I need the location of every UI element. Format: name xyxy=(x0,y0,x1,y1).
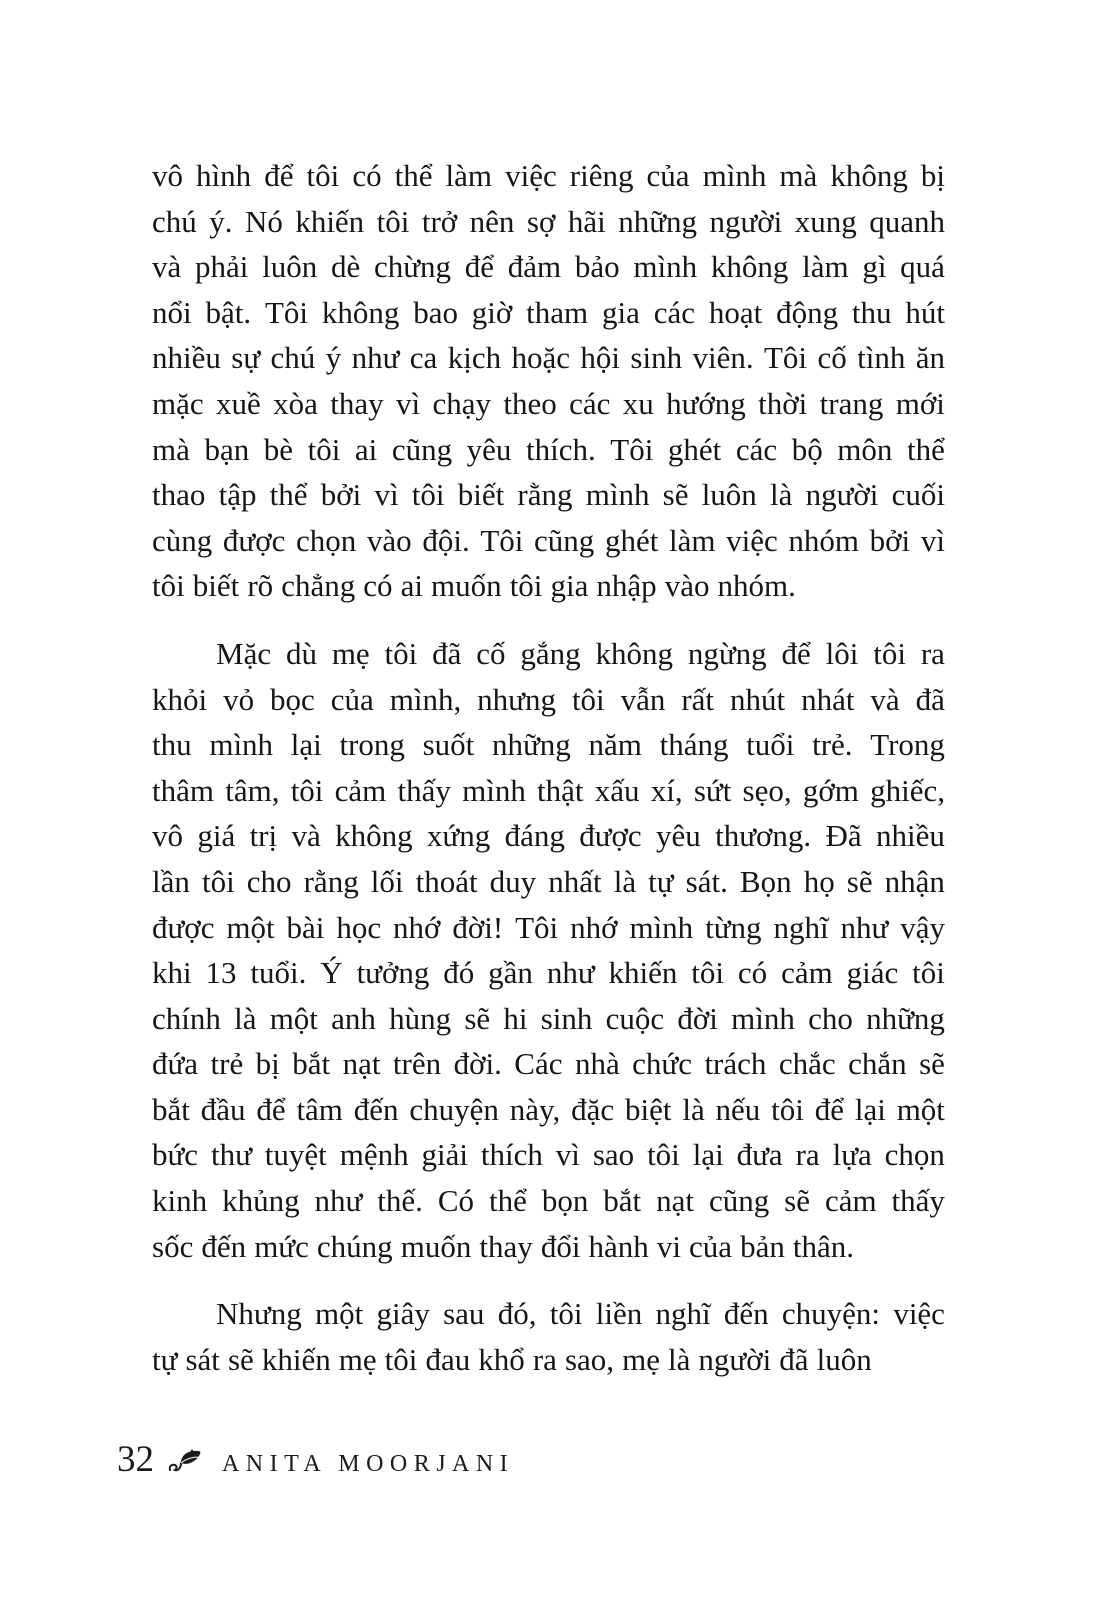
text-line: mặc xuề xòa thay vì chạy theo các xu hướng thời trang mới xyxy=(152,385,945,421)
text-line: thâm tâm, tôi cảm thấy mình thật xấu xí, sứt sẹo, gớm ghiếc, xyxy=(152,772,945,808)
text-line: kinh khủng như thế. Có thể bọn bắt nạt cũng sẽ cảm thấy xyxy=(152,1183,945,1219)
text-line: nổi bật. Tôi không bao giờ tham gia các hoạt động thu hút xyxy=(152,294,945,330)
text-line: nhiều sự chú ý như ca kịch hoặc hội sinh viên. Tôi cố tình ăn xyxy=(152,340,945,376)
paragraph xyxy=(152,631,945,1269)
text-line: mà bạn bè tôi ai cũng yêu thích. Tôi ghét các bộ môn thể xyxy=(152,431,945,467)
fleuron-icon xyxy=(168,1449,202,1480)
text-line: đứa trẻ bị bắt nạt trên đời. Các nhà chức trách chắc chắn sẽ xyxy=(152,1046,945,1082)
text-line: Mặc dù mẹ tôi đã cố gắng không ngừng để lôi tôi ra xyxy=(216,635,945,671)
paragraph xyxy=(152,1291,945,1382)
text-line: thao tập thể bởi vì tôi biết rằng mình sẽ luôn là người cuối xyxy=(152,477,945,513)
text-line: khỏi vỏ bọc của mình, nhưng tôi vẫn rất nhút nhát và đã xyxy=(152,681,945,717)
text-line: sốc đến mức chúng muốn thay đổi hành vi của bản thân. xyxy=(152,1228,854,1264)
paragraph xyxy=(152,153,945,609)
text-line: tôi biết rõ chẳng có ai muốn tôi gia nhập vào nhóm. xyxy=(152,568,796,604)
text-line: Nhưng một giây sau đó, tôi liền nghĩ đến chuyện: việc xyxy=(216,1296,945,1332)
running-footer-author: ANITA MOORJANI xyxy=(222,1451,515,1477)
text-line: chính là một anh hùng sẽ hi sinh cuộc đời mình cho những xyxy=(152,1000,945,1036)
text-line: và phải luôn dè chừng để đảm bảo mình không làm gì quá xyxy=(152,249,945,285)
text-line: thu mình lại trong suốt những năm tháng tuổi trẻ. Trong xyxy=(152,727,945,763)
text-line: được một bài học nhớ đời! Tôi nhớ mình từng nghĩ như vậy xyxy=(152,909,945,945)
text-line: lần tôi cho rằng lối thoát duy nhất là tự sát. Bọn họ sẽ nhận xyxy=(152,863,945,899)
text-line: chú ý. Nó khiến tôi trở nên sợ hãi những người xung quanh xyxy=(152,203,945,239)
text-line: bắt đầu để tâm đến chuyện này, đặc biệt là nếu tôi để lại một xyxy=(152,1091,945,1127)
text-line: vô giá trị và không xứng đáng được yêu thương. Đã nhiều xyxy=(152,818,945,854)
page-number: 32 xyxy=(117,1439,154,1480)
text-line: cùng được chọn vào đội. Tôi cũng ghét làm việc nhóm bởi vì xyxy=(152,522,945,558)
text-line: bức thư tuyệt mệnh giải thích vì sao tôi lại đưa ra lựa chọn xyxy=(152,1137,945,1173)
text-line: tự sát sẽ khiến mẹ tôi đau khổ ra sao, mẹ là người đã luôn xyxy=(152,1341,872,1377)
text-line: vô hình để tôi có thể làm việc riêng của mình mà không bị xyxy=(152,158,945,193)
text-line: khi 13 tuổi. Ý tưởng đó gần như khiến tôi có cảm giác tôi xyxy=(152,955,945,991)
body-text xyxy=(152,153,945,1404)
page-footer xyxy=(117,1438,514,1482)
